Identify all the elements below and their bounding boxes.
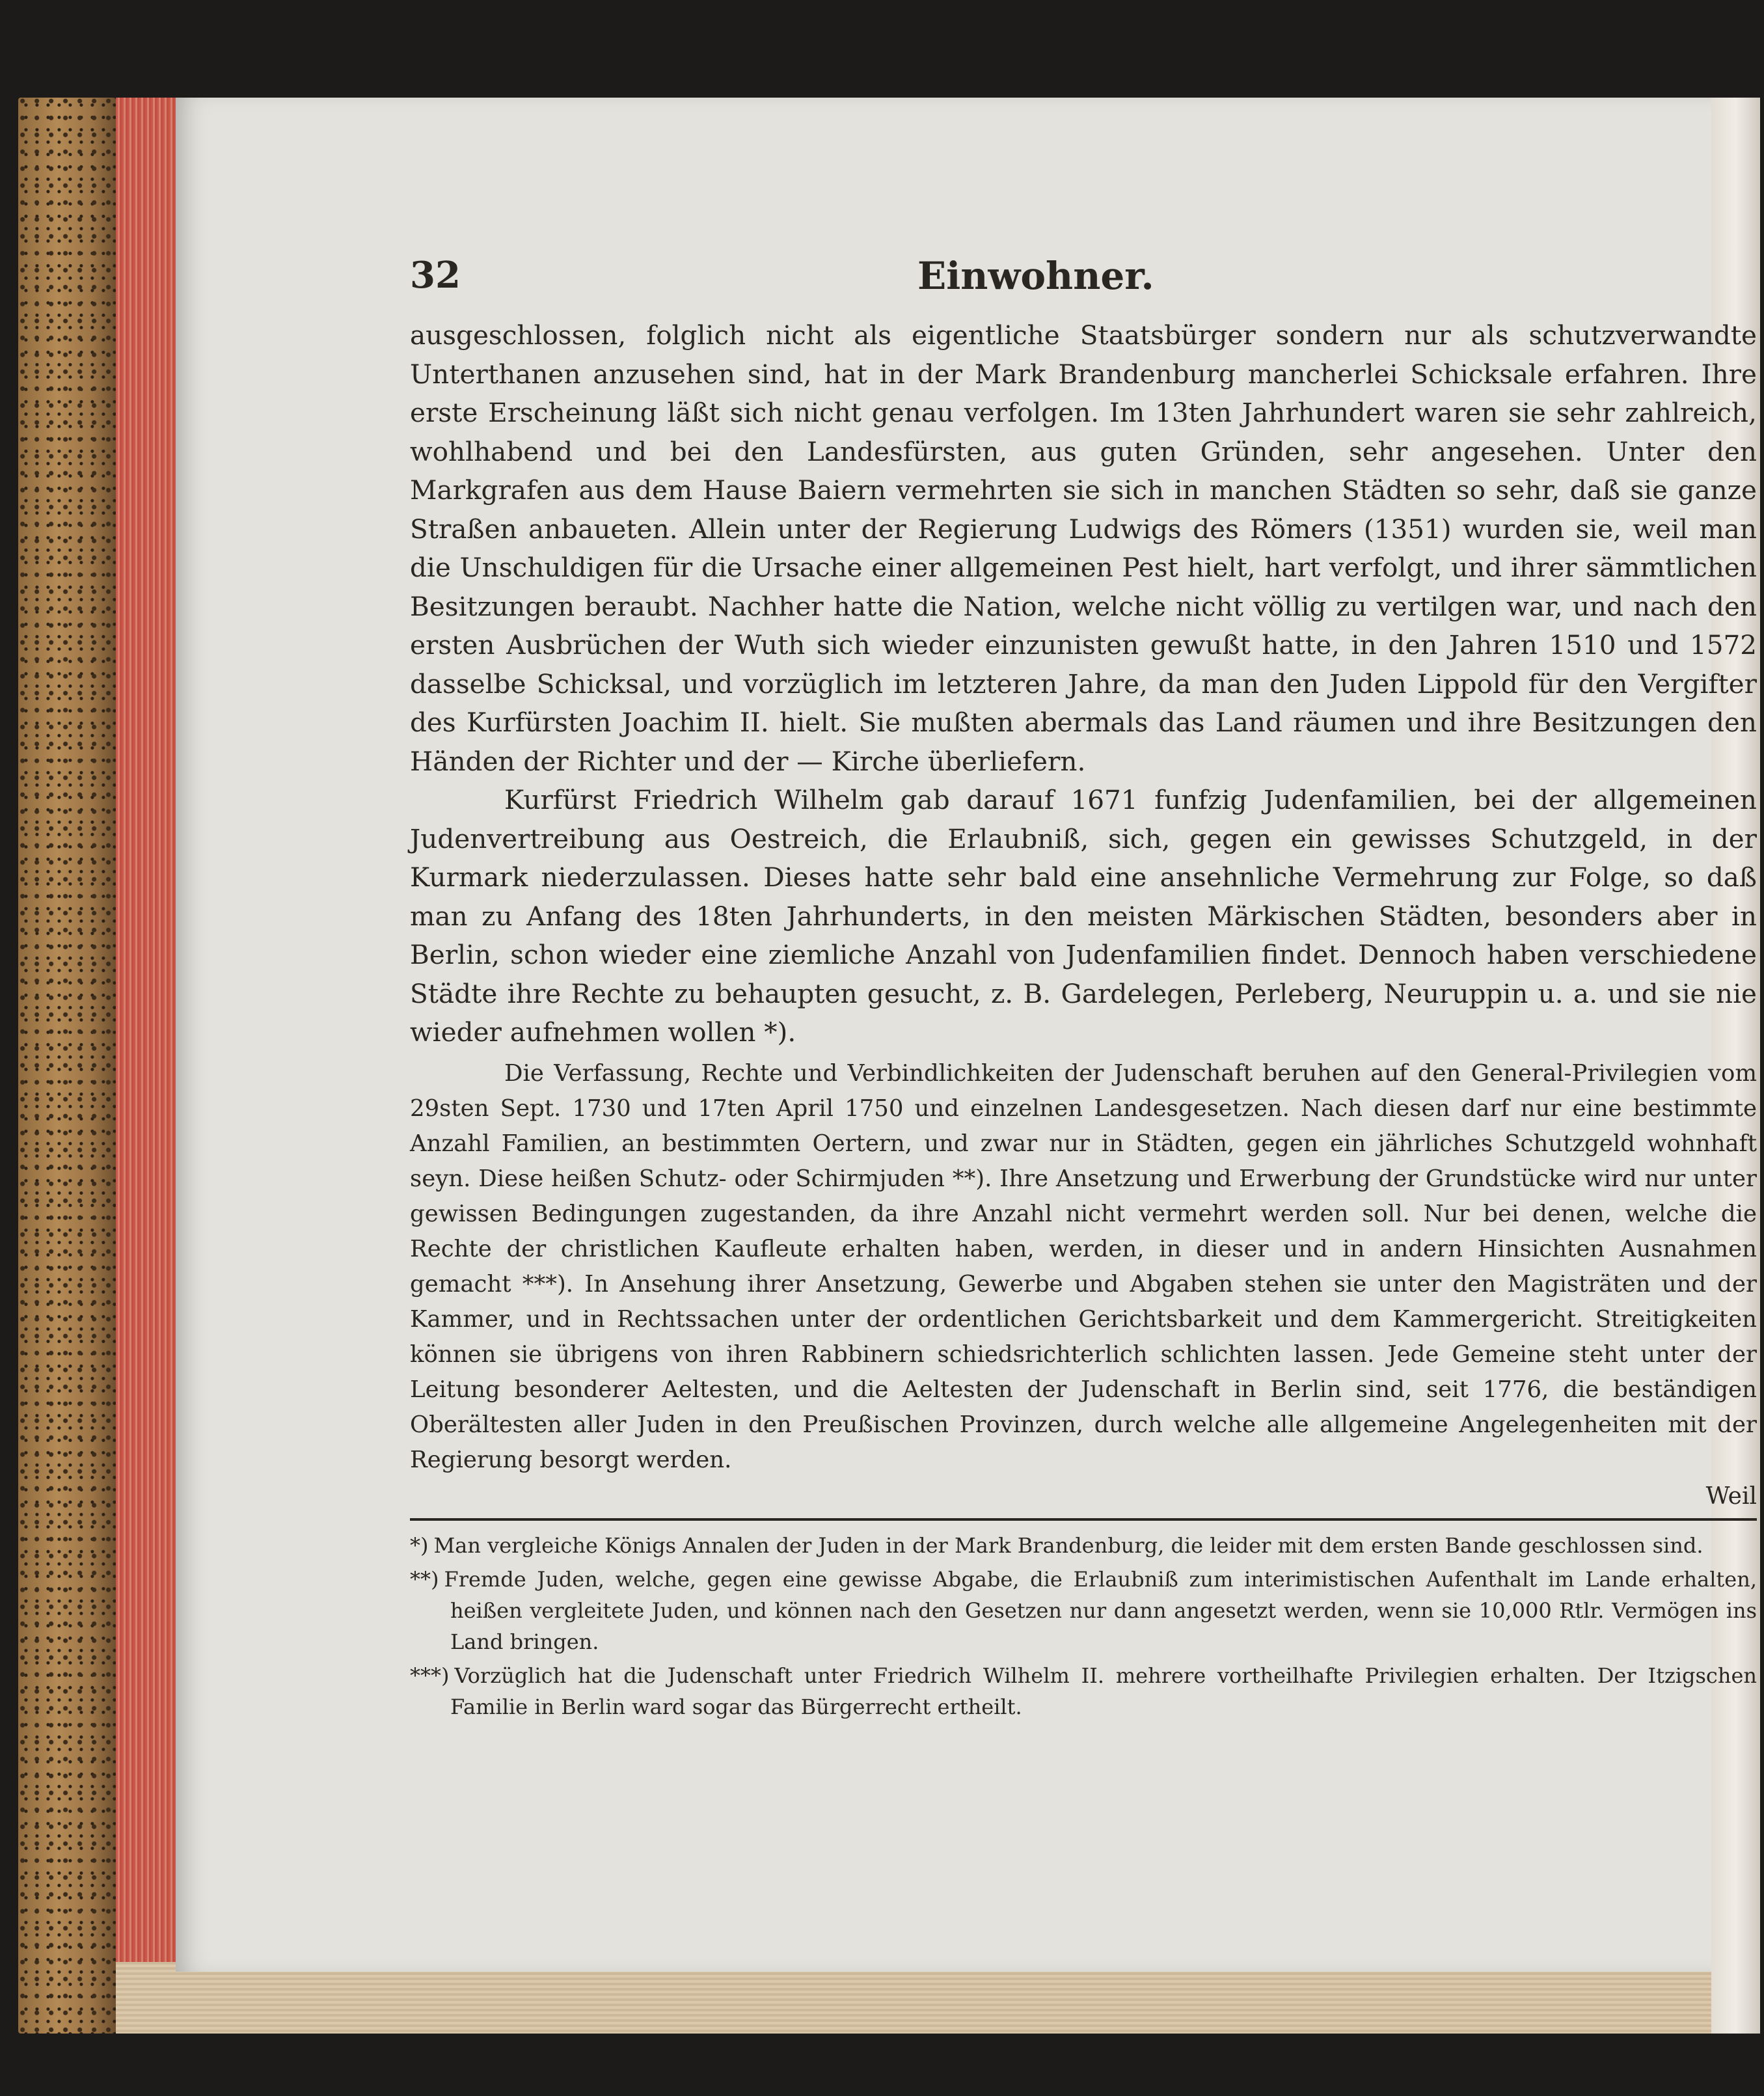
page-number: 32 xyxy=(410,254,461,297)
text-block xyxy=(410,254,1757,1725)
book-page xyxy=(176,98,1757,1972)
footnote-text: Fremde Juden, welche, gegen eine gewisse Abgabe, die Erlaubniß zum interimistischen Aufenthalt im Lande erhalten, heißen vergleitete Juden, und können nach den Gesetzen nur dann angesetzt werden, wenn sie 10,000 Rtlr. Vermögen ins Land bringen. xyxy=(444,1566,1757,1654)
book-cover-board xyxy=(18,98,116,2034)
catchword: Weil xyxy=(1705,1482,1757,1510)
paragraph-1: ausgeschlossen, folglich nicht als eigentliche Staatsbürger sondern nur als schutzverwandte Unterthanen anzusehen sind, hat in der Mark Brandenburg mancherlei Schicksale erfahren. Ihre erste Erscheinung läßt sich nicht genau verfolgen. Im 13ten Jahrhundert waren sie sehr zahlreich, wohlhabend und bei den Landesfürsten, aus guten Gründen, sehr angesehen. Unter den Markgrafen aus dem Hause Baiern vermehrten sie sich in manchen Städten so sehr, daß sie ganze Straßen anbaueten. Allein unter der Regierung Ludwigs des Römers (1351) wurden sie, weil man die Unschuldigen für die Ursache einer allgemeinen Pest hielt, hart verfolgt, und ihrer sämmtlichen Besitzungen beraubt. Nachher hatte die Nation, welche nicht völlig zu vertilgen war, und nach den ersten Ausbrüchen der Wuth sich wieder einzunisten gewußt hatte, in den Jahren 1510 und 1572 dasselbe Schicksal, und vorzüglich im letzteren Jahre, da man den Juden Lippold für den Vergifter des Kurfürsten Joachim II. hielt. Sie mußten abermals das Land räumen und ihre Besitzungen den Händen der Richter und der — Kirche überliefern. xyxy=(410,320,1757,777)
page-edges-bottom xyxy=(116,1962,1723,2034)
footnote-mark: **) xyxy=(410,1566,439,1592)
running-head xyxy=(410,254,1757,312)
footnote-text: Man vergleiche Königs Annalen der Juden in der Mark Brandenburg, die leider mit dem ersten Bande geschlossen sind. xyxy=(433,1532,1703,1558)
footnote-rule xyxy=(410,1518,1757,1521)
footnote-mark: ***) xyxy=(410,1663,450,1688)
footnote-mark: *) xyxy=(410,1532,429,1558)
footnote-3 xyxy=(410,1660,1757,1722)
running-title: Einwohner. xyxy=(917,254,1154,298)
footnotes xyxy=(410,1530,1757,1722)
footnote-2 xyxy=(410,1564,1757,1657)
paragraph-2: Kurfürst Friedrich Wilhelm gab darauf 1671 funfzig Judenfamilien, bei der allgemeinen Judenvertreibung aus Oestreich, die Erlaubniß, sich, gegen ein gewisses Schutzgeld, in der Kurmark niederzulassen. Dieses hatte sehr bald eine ansehnliche Vermehrung zur Folge, so daß man zu Anfang des 18ten Jahrhunderts, in den meisten Märkischen Städten, besonders aber in Berlin, schon wieder eine ziemliche Anzahl von Judenfamilien findet. Dennoch haben verschiedene Städte ihre Rechte zu behaupten gesucht, z. B. Gardelegen, Perleberg, Neuruppin u. a. und sie nie wieder aufnehmen wollen *). xyxy=(410,784,1757,1048)
page-edges-red xyxy=(116,98,178,2034)
footnote-text: Vorzüglich hat die Judenschaft unter Friedrich Wilhelm II. mehrere vortheilhafte Privilegien erhalten. Der Itzigschen Familie in Berlin ward sogar das Bürgerrecht ertheilt. xyxy=(450,1663,1757,1719)
paragraph-3: Die Verfassung, Rechte und Verbindlichkeiten der Judenschaft beruhen auf den General-Privilegien vom 29sten Sept. 1730 und 17ten April 1750 und einzelnen Landesgesetzen. Nach diesen darf nur eine bestimmte Anzahl Familien, an bestimmten Oertern, und zwar nur in Städten, gegen ein jährliches Schutzgeld wohnhaft seyn. Diese heißen Schutz- oder Schirmjuden **). Ihre Ansetzung und Erwerbung der Grundstücke wird nur unter gewissen Bedingungen zugestanden, da ihre Anzahl nicht vermehrt werden soll. Nur bei denen, welche die Rechte der christlichen Kaufleute erhalten haben, werden, in dieser und in andern Hinsichten Ausnahmen gemacht ***). In Ansehung ihrer Ansetzung, Gewerbe und Abgaben stehen sie unter den Magisträten und der Kammer, und in Rechtssachen unter der ordentlichen Gerichtsbarkeit und dem Kammergericht. Streitigkeiten können sie übrigens von ihren Rabbinern schiedsrichterlich schlichten lassen. Jede Gemeine steht unter der Leitung besonderer Aeltesten, und die Aeltesten der Judenschaft in Berlin sind, seit 1776, die beständigen Oberältesten aller Juden in den Preußischen Provinzen, durch welche alle allgemeine Angelegenheiten mit der Regierung besorgt werden. xyxy=(410,1059,1757,1473)
footnote-1 xyxy=(410,1530,1757,1561)
